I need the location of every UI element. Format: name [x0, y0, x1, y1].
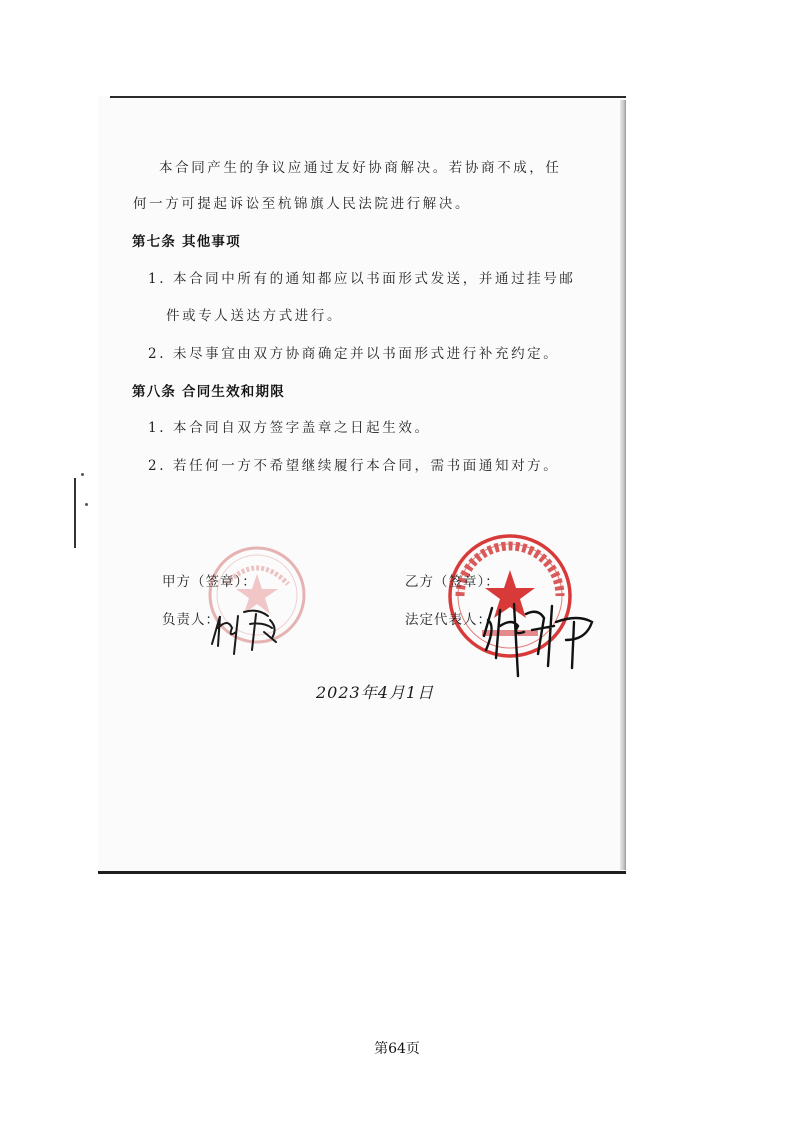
- scan-speck: [81, 473, 84, 476]
- party-b-label: 乙方（签章）：: [405, 574, 500, 590]
- article-8-item-2: 2. 若任何一方不希望继续履行本合同，需书面通知对方。: [148, 458, 560, 474]
- scanned-contract-page: [98, 96, 626, 874]
- article-7-item-1-line-2: 件或专人送达方式进行。: [166, 308, 344, 324]
- scan-bottom-edge: [98, 871, 626, 874]
- party-a-representative-label: 负责人：: [162, 612, 220, 628]
- article-7-item-2: 2. 未尽事宜由双方协商确定并以书面形式进行补充约定。: [148, 346, 560, 362]
- article-7-item-1-line-1: 1. 本合同中所有的通知都应以书面形式发送，并通过挂号邮: [148, 271, 576, 287]
- dispute-clause-line-2: 何一方可提起诉讼至杭锦旗人民法院进行解决。: [133, 196, 472, 212]
- scan-top-edge: [110, 96, 626, 98]
- party-b-representative-label: 法定代表人：: [405, 612, 492, 628]
- article-8-item-1: 1. 本合同自双方签字盖章之日起生效。: [148, 420, 431, 436]
- scan-speck: [85, 503, 88, 506]
- article-7-heading: 第七条 其他事项: [132, 234, 241, 250]
- scan-left-mark: [74, 478, 76, 548]
- scan-right-edge: [620, 100, 626, 870]
- party-a-label: 甲方（签章）：: [162, 574, 257, 590]
- page-number: 第64页: [374, 1041, 420, 1057]
- dispute-clause-line-1: 本合同产生的争议应通过友好协商解决。若协商不成，任: [159, 160, 562, 176]
- party-a-signature: [206, 598, 288, 660]
- article-8-heading: 第八条 合同生效和期限: [132, 384, 285, 400]
- handwritten-date: 2023年4月1日: [316, 683, 435, 702]
- party-b-signature: [478, 596, 600, 684]
